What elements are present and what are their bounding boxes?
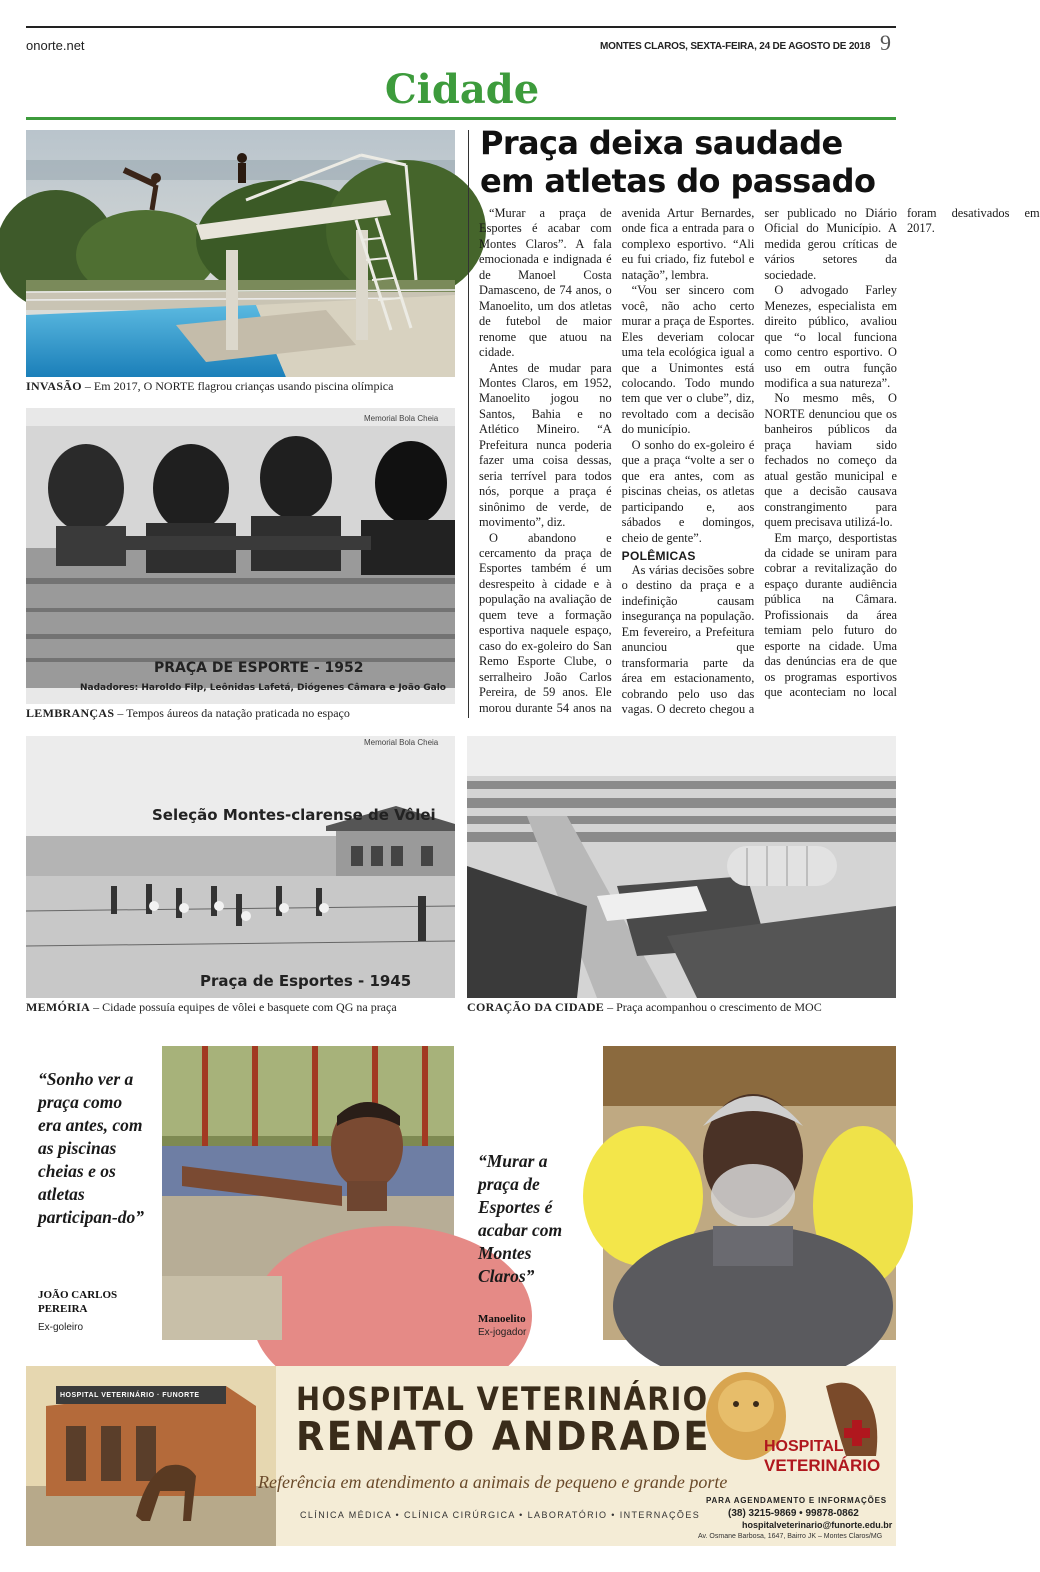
- article-paragraph: As várias decisões sobre o destino da praça e a indefinição causam insegurança na população. Em fevereiro, a Prefeitura anunciou que transformaria parte da área em estacionamento, cobrando pelo uso das vagas. O decreto chegou a ser publicado no Diário Oficial do Município. A medida gerou críticas de vários setores da sociedade.: [621, 206, 897, 717]
- section-title: Cidade: [384, 66, 540, 113]
- dateline: MONTES CLAROS, SEXTA-FEIRA, 24 DE AGOSTO DE 2018: [600, 41, 871, 52]
- swimmers-caption: [26, 706, 350, 721]
- quote-joao: “Sonho ver a praça como era antes, com as piscinas cheias e os atletas participan-do”: [38, 1069, 144, 1227]
- manoelito-portrait-photo: [603, 1046, 896, 1340]
- ad-building-sign: HOSPITAL VETERINÁRIO · FUNORTE: [60, 1392, 200, 1399]
- site-url[interactable]: onorte.net: [26, 38, 85, 53]
- article-body: [479, 206, 1040, 722]
- pool-caption-text: – Em 2017, O NORTE flagrou crianças usando piscina olímpica: [81, 379, 394, 393]
- quote-manoelito-name: Manoelito: [478, 1313, 526, 1325]
- quote-joao-name: JOÃO CARLOS PEREIRA: [38, 1289, 118, 1315]
- article-subhead: POLÊMICAS: [621, 548, 696, 563]
- swimmers-caption-text: – Tempos áureos da natação praticada no espaço: [114, 706, 350, 720]
- ad-email[interactable]: hospitalveterinario@funorte.edu.br: [742, 1520, 893, 1530]
- article-paragraph: Em março, desportistas da cidade se uniram para cobrar a revitalização do espaço durante audiência pública na Câmara. Profissionais da área temiam pelo futuro do esporte na cidade. Uma das denúncias era de que os programas esportivos que aconteciam no local foram desativados em 2017.: [764, 206, 1040, 700]
- volleyball-credit: Memorial Bola Cheia: [364, 738, 439, 747]
- volleyball-caption-text: – Cidade possuía equipes de vôlei e basquete com QG na praça: [90, 1000, 397, 1014]
- volleyball-photo-title: Seleção Montes-clarense de Vôlei: [152, 806, 436, 824]
- article-headline: Praça deixa saudade em atletas do passado: [480, 124, 876, 200]
- pool-caption: [26, 379, 393, 394]
- volleyball-caption: [26, 1000, 397, 1015]
- quote-joao-role: Ex-goleiro: [38, 1322, 84, 1333]
- article-paragraph: “Murar a praça de Esportes é acabar com Montes Claros”. A fala emocionada e indignada é de Manoel Costa Damasceno, de 74 anos, o Manoelito, um dos atletas de futebol de maior renome que atuou na cidade.: [479, 206, 612, 360]
- hospital-ad[interactable]: [26, 1366, 896, 1546]
- quote-manoelito-role: Ex-jogador: [478, 1327, 527, 1338]
- swimmers-photo-title: PRAÇA DE ESPORTE - 1952: [154, 660, 364, 676]
- volleyball-caption-label: MEMÓRIA: [26, 1000, 91, 1014]
- article-paragraph: O sonho do ex-goleiro é que a praça “volte a ser o que era antes, com as piscinas cheias, os atletas participando e, aos sábados e domingos, cheio de gente”.: [621, 437, 755, 545]
- volleyball-photo-subtitle: Praça de Esportes - 1945: [200, 972, 412, 990]
- ad-title-line1: HOSPITAL VETERINÁRIO: [296, 1380, 709, 1418]
- top-rule: [26, 26, 896, 28]
- page-number: 9: [880, 30, 891, 55]
- article-paragraph: O advogado Farley Menezes, especialista em direito público, avaliou que “o local funciona como centro esportivo. O uso em outra função modifica a sua natureza”.: [764, 283, 897, 390]
- section-rule: [26, 117, 896, 120]
- column-rule: [468, 130, 469, 718]
- ad-address: Av. Osmane Barbosa, 1647, Bairro JK – Montes Claros/MG: [698, 1533, 883, 1540]
- aerial-caption-label: CORAÇÃO DA CIDADE: [467, 1000, 605, 1014]
- article-paragraph: Antes de mudar para Montes Claros, em 1952, Manoelito jogou no Santos, Bahia e no Atlético Mineiro. “A Prefeitura nunca poderia fazer uma coisa dessas, seria terrível para todos nós, porque a praça é sinônimo de verde, de movimento”, diz.: [479, 360, 612, 530]
- vet-cross-icon: [842, 1418, 872, 1448]
- ad-services: CLÍNICA MÉDICA • CLÍNICA CIRÚRGICA • LABORATÓRIO • INTERNAÇÕES: [300, 1510, 701, 1520]
- aerial-photo: [467, 736, 896, 998]
- article-paragraph: No mesmo mês, O NORTE denunciou que os banheiros públicos da praça haviam sido fechados no começo da atual gestão municipal e que a decisão causava constrangimento para quem precisava utilizá-lo.: [764, 391, 897, 530]
- ad-logo-line1: HOSPITAL: [764, 1438, 844, 1455]
- swimmers-photo-subtitle: Nadadores: Haroldo Filp, Leônidas Lafetá, Diógenes Câmara e João Galo: [80, 683, 446, 693]
- pool-caption-label: INVASÃO: [26, 379, 82, 393]
- ad-phones[interactable]: (38) 3215-9869 • 99878-0862: [728, 1508, 859, 1519]
- swimmers-credit: Memorial Bola Cheia: [364, 414, 439, 423]
- ad-tagline: Referência em atendimento a animais de pequeno e grande porte: [258, 1472, 728, 1492]
- ad-title-line2: RENATO ANDRADE: [296, 1414, 711, 1460]
- swimmers-caption-label: LEMBRANÇAS: [26, 706, 115, 720]
- volleyball-photo: [26, 736, 455, 998]
- joao-portrait-photo: [162, 1046, 454, 1340]
- aerial-caption: [467, 1000, 822, 1015]
- ad-cta: PARA AGENDAMENTO E INFORMAÇÕES: [706, 1496, 887, 1505]
- pool-photo: [26, 130, 455, 377]
- aerial-caption-text: – Praça acompanhou o crescimento de MOC: [604, 1000, 822, 1014]
- ad-logo-line2: VETERINÁRIO: [764, 1456, 881, 1475]
- quote-manoelito: “Murar a praça de Esportes é acabar com Montes Claros”: [478, 1151, 563, 1286]
- article-paragraph: “Vou ser sincero com você, não acho certo murar a praça de Esportes. Eles deveriam colocar uma tela ecológica igual a que a Unimontes está colocando. Todo mundo tem que ver o clube”, diz, revoltado com a decisão do município.: [621, 283, 755, 437]
- article-paragraph: O abandono e cercamento da praça de Esportes também é um desrespeito à cidade e à população na avaliação de quem teve a formação esportiva naquele espaço, caso do ex-goleiro do San Remo Esporte Clube, o serralheiro João Carlos Pereira, de 59 anos. Ele morou durante 54 anos na avenida Artur Bernardes, onde fica a entrada para o complexo esportivo. “Ali eu fui criado, fiz futebol e natação”, lembra.: [479, 206, 755, 715]
